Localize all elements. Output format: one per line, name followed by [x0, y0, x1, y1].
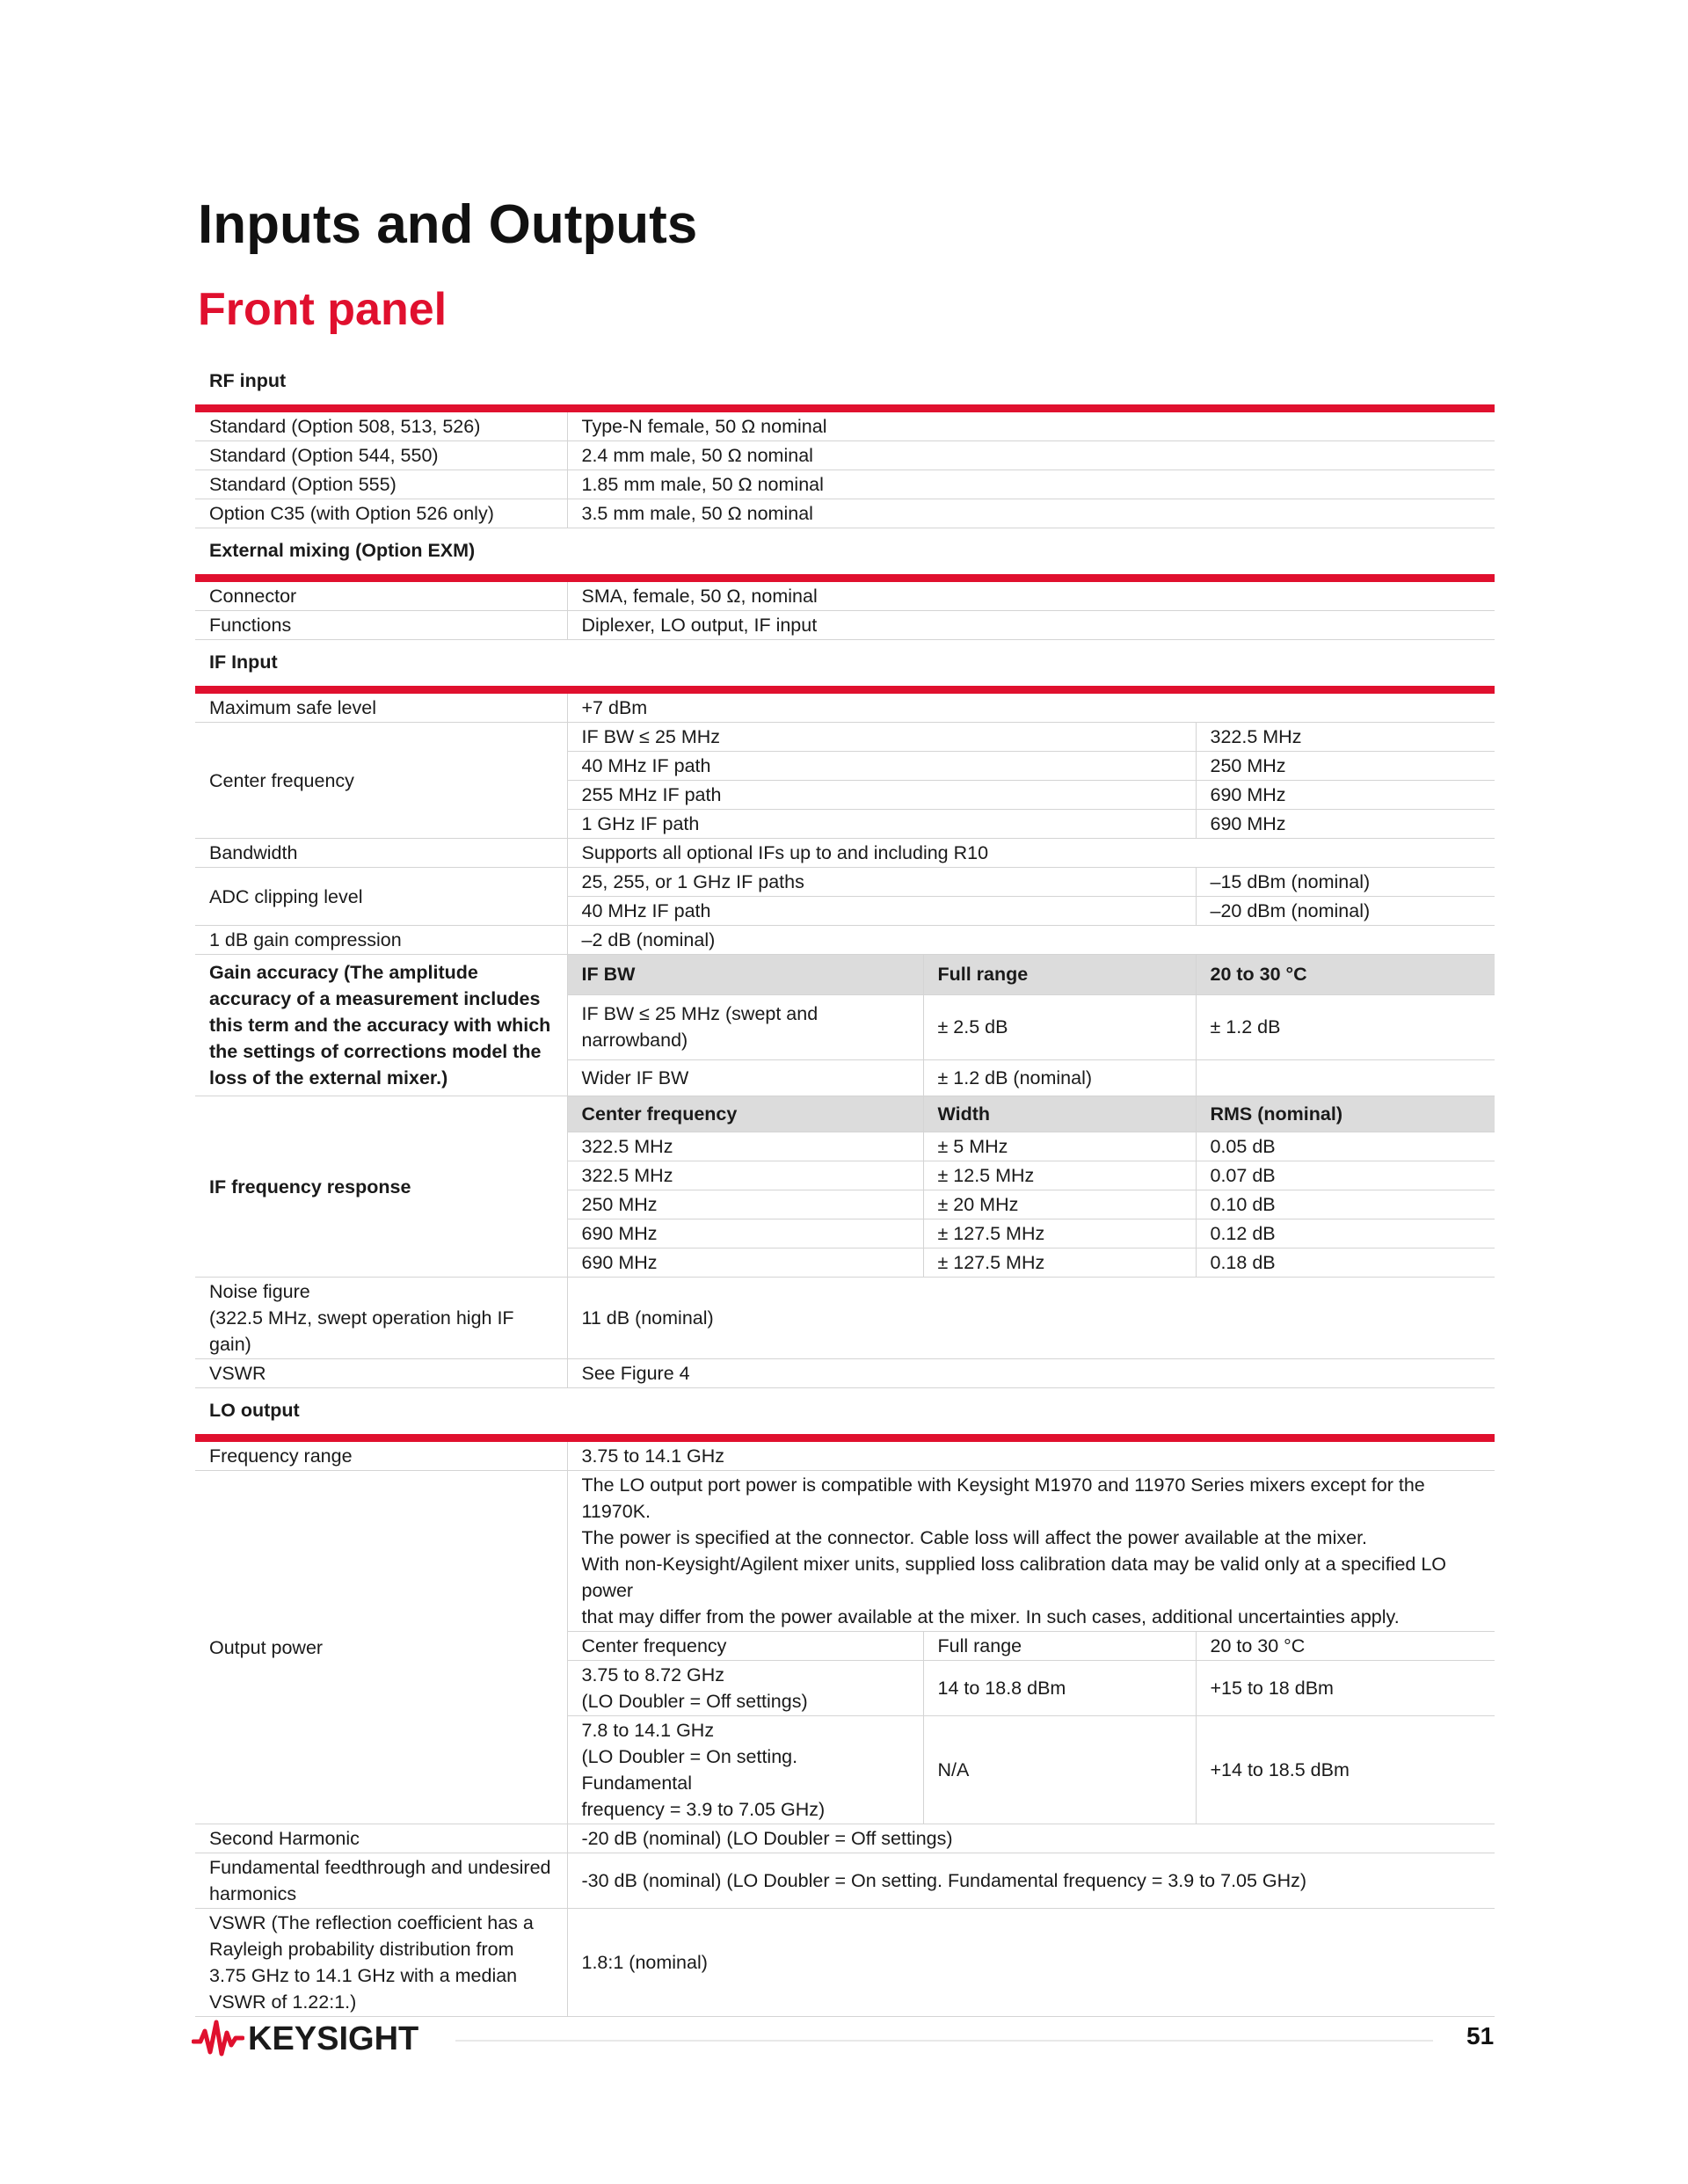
table-row — [195, 723, 1495, 752]
row-value: 690 MHz — [567, 1249, 923, 1278]
column-header: Width — [923, 1096, 1196, 1132]
row-label-line: (322.5 MHz, swept operation high IF gain) — [209, 1307, 514, 1355]
row-value — [567, 1716, 923, 1824]
row-value: 14 to 18.8 dBm — [923, 1661, 1196, 1716]
row-value: 2.4 mm male, 50 Ω nominal — [567, 441, 1495, 470]
section-heading: RF input — [195, 359, 567, 409]
row-value: -20 dB (nominal) (LO Doubler = Off settings) — [567, 1824, 1495, 1853]
row-value: –2 dB (nominal) — [567, 926, 1495, 955]
note-line: that may differ from the power available at the mixer. In such cases, additional uncertainties apply. — [581, 1606, 1400, 1627]
row-label: VSWR — [195, 1359, 567, 1388]
table-row — [195, 1438, 1495, 1471]
row-value: Type-N female, 50 Ω nominal — [567, 409, 1495, 441]
column-header: Center frequency — [567, 1096, 923, 1132]
row-value: SMA, female, 50 Ω, nominal — [567, 579, 1495, 611]
table-subheader — [195, 1096, 1495, 1132]
row-value: Diplexer, LO output, IF input — [567, 611, 1495, 640]
section-heading: IF Input — [195, 640, 567, 690]
row-value: 1 GHz IF path — [567, 810, 1196, 839]
table-row — [195, 926, 1495, 955]
row-value: 322.5 MHz — [1196, 723, 1495, 752]
page-number: 51 — [1466, 2022, 1495, 2049]
row-value: 3.75 to 14.1 GHz — [567, 1438, 1495, 1471]
table-row — [195, 839, 1495, 868]
row-label: Option C35 (with Option 526 only) — [195, 499, 567, 528]
value-line: (LO Doubler = On setting. Fundamental — [581, 1746, 798, 1794]
value-line: 7.8 to 14.1 GHz — [581, 1720, 715, 1741]
row-value: 322.5 MHz — [567, 1132, 923, 1161]
row-value: 250 MHz — [1196, 752, 1495, 781]
row-value: ± 5 MHz — [923, 1132, 1196, 1161]
row-value: 322.5 MHz — [567, 1161, 923, 1190]
row-value: 0.18 dB — [1196, 1249, 1495, 1278]
row-value: ± 20 MHz — [923, 1190, 1196, 1219]
row-value: ± 1.2 dB — [1196, 994, 1495, 1059]
spec-table — [195, 359, 1495, 2017]
row-label: Standard (Option 555) — [195, 470, 567, 499]
page-title: Inputs and Outputs — [198, 194, 698, 255]
column-header: IF BW — [567, 955, 923, 995]
column-header: Full range — [923, 955, 1196, 995]
column-header: RMS (nominal) — [1196, 1096, 1495, 1132]
table-row — [195, 470, 1495, 499]
value-line: (LO Doubler = Off settings) — [581, 1691, 808, 1712]
row-value: +14 to 18.5 dBm — [1196, 1716, 1495, 1824]
row-value: 690 MHz — [1196, 781, 1495, 810]
row-value: –20 dBm (nominal) — [1196, 897, 1495, 926]
row-value: –15 dBm (nominal) — [1196, 868, 1495, 897]
row-label: IF frequency response — [195, 1096, 567, 1278]
row-label: Center frequency — [195, 723, 567, 839]
row-value: N/A — [923, 1716, 1196, 1824]
row-label: Frequency range — [195, 1438, 567, 1471]
table-row — [195, 1278, 1495, 1359]
row-value: ± 127.5 MHz — [923, 1249, 1196, 1278]
brand-wordmark: KEYSIGHT — [248, 2020, 419, 2057]
row-label: Gain accuracy (The amplitude accuracy of a measurement includes this term and the accuracy with which the settings of corrections model the loss of the external mixer.) — [195, 955, 567, 1096]
table-row — [195, 441, 1495, 470]
row-value: 11 dB (nominal) — [567, 1278, 1495, 1359]
value-line: 3.75 to 8.72 GHz — [581, 1664, 725, 1685]
column-header: 20 to 30 °C — [1196, 1632, 1495, 1661]
column-header: Full range — [923, 1632, 1196, 1661]
keysight-logo — [192, 2019, 418, 2059]
row-value: 250 MHz — [567, 1190, 923, 1219]
row-label: Standard (Option 508, 513, 526) — [195, 409, 567, 441]
section-title: Front panel — [198, 284, 447, 335]
row-value: 40 MHz IF path — [567, 897, 1196, 926]
row-label: Maximum safe level — [195, 690, 567, 723]
section-heading: External mixing (Option EXM) — [195, 528, 567, 579]
row-label: Functions — [195, 611, 567, 640]
section-header-if-input — [195, 640, 1495, 690]
row-value: 1.85 mm male, 50 Ω nominal — [567, 470, 1495, 499]
row-value: ± 1.2 dB (nominal) — [923, 1059, 1196, 1096]
table-row — [195, 611, 1495, 640]
row-label: Bandwidth — [195, 839, 567, 868]
row-label: ADC clipping level — [195, 868, 567, 926]
row-value: 3.5 mm male, 50 Ω nominal — [567, 499, 1495, 528]
table-row — [195, 1471, 1495, 1632]
row-value — [567, 1661, 923, 1716]
row-value: ± 2.5 dB — [923, 994, 1196, 1059]
row-value: 0.12 dB — [1196, 1219, 1495, 1249]
row-label: VSWR (The reflection coefficient has a Rayleigh probability distribution from 3.75 GHz to 14.1 GHz with a median VSWR of 1.22:1.) — [195, 1909, 567, 2017]
row-label: Standard (Option 544, 550) — [195, 441, 567, 470]
table-row — [195, 690, 1495, 723]
table-row — [195, 579, 1495, 611]
row-value: 690 MHz — [567, 1219, 923, 1249]
row-value: See Figure 4 — [567, 1359, 1495, 1388]
row-value: 255 MHz IF path — [567, 781, 1196, 810]
row-value: IF BW ≤ 25 MHz (swept and narrowband) — [567, 994, 923, 1059]
row-label-line: Noise figure — [209, 1281, 310, 1302]
row-label — [195, 1278, 567, 1359]
row-value: -30 dB (nominal) (LO Doubler = On setting. Fundamental frequency = 3.9 to 7.05 GHz) — [567, 1853, 1495, 1909]
row-value: 0.07 dB — [1196, 1161, 1495, 1190]
table-subheader — [195, 955, 1495, 995]
table-row — [195, 1909, 1495, 2017]
table-row — [195, 1359, 1495, 1388]
footer-divider — [455, 2040, 1433, 2042]
row-label: Connector — [195, 579, 567, 611]
row-value: Supports all optional IFs up to and including R10 — [567, 839, 1495, 868]
row-label: Output power — [195, 1471, 567, 1824]
section-header-external-mixing — [195, 528, 1495, 579]
table-row — [195, 1853, 1495, 1909]
section-heading: LO output — [195, 1388, 567, 1438]
row-value: +15 to 18 dBm — [1196, 1661, 1495, 1716]
row-value: 690 MHz — [1196, 810, 1495, 839]
row-value: IF BW ≤ 25 MHz — [567, 723, 1196, 752]
table-row — [195, 868, 1495, 897]
row-label: Fundamental feedthrough and undesired harmonics — [195, 1853, 567, 1909]
column-header: Center frequency — [567, 1632, 923, 1661]
note-line: The LO output port power is compatible with Keysight M1970 and 11970 Series mixers except for the 11970K. — [581, 1474, 1425, 1522]
row-value: ± 12.5 MHz — [923, 1161, 1196, 1190]
table-row — [195, 1824, 1495, 1853]
row-value: Wider IF BW — [567, 1059, 923, 1096]
row-value: +7 dBm — [567, 690, 1495, 723]
row-label: 1 dB gain compression — [195, 926, 567, 955]
row-value: 25, 255, or 1 GHz IF paths — [567, 868, 1196, 897]
row-label: Second Harmonic — [195, 1824, 567, 1853]
keysight-wave-icon — [192, 2019, 244, 2059]
value-line: frequency = 3.9 to 7.05 GHz) — [581, 1799, 826, 1820]
section-header-lo-output — [195, 1388, 1495, 1438]
row-value: 1.8:1 (nominal) — [567, 1909, 1495, 2017]
table-row — [195, 409, 1495, 441]
row-note — [567, 1471, 1495, 1632]
table-row — [195, 499, 1495, 528]
row-value: 0.10 dB — [1196, 1190, 1495, 1219]
section-header-rf-input — [195, 359, 1495, 409]
row-value: 40 MHz IF path — [567, 752, 1196, 781]
note-line: The power is specified at the connector. Cable loss will affect the power available at the mixer. — [581, 1527, 1368, 1548]
note-line: With non-Keysight/Agilent mixer units, supplied loss calibration data may be valid only at a specified LO power — [581, 1554, 1447, 1601]
row-value: ± 127.5 MHz — [923, 1219, 1196, 1249]
column-header: 20 to 30 °C — [1196, 955, 1495, 995]
row-value: 0.05 dB — [1196, 1132, 1495, 1161]
row-value — [1196, 1059, 1495, 1096]
